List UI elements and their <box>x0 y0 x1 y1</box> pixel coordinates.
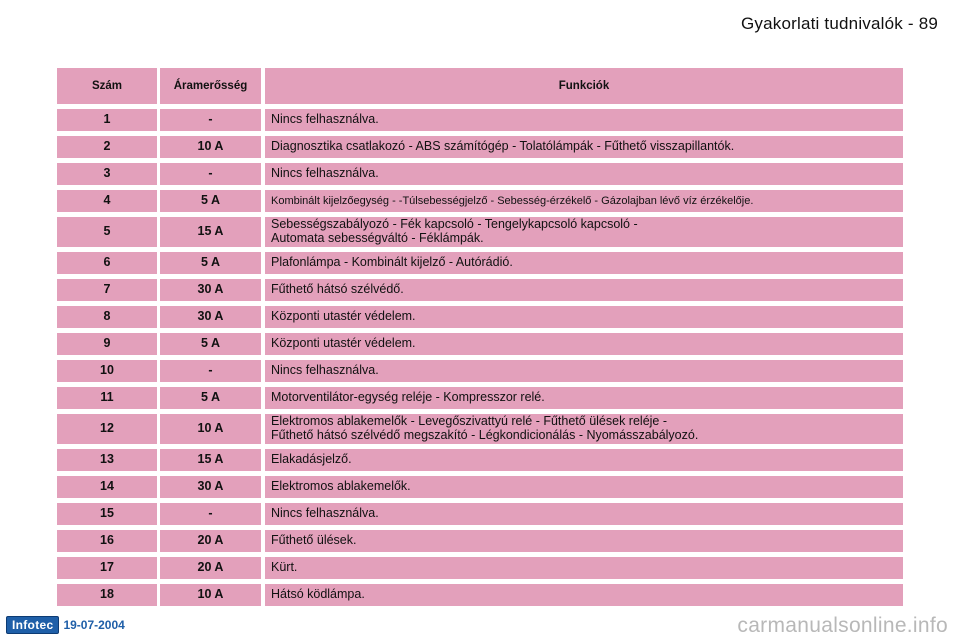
table-row <box>57 360 903 382</box>
fuse-amp: - <box>160 109 261 131</box>
watermark: carmanualsonline.info <box>737 614 948 637</box>
fuse-num: 13 <box>57 449 157 471</box>
fuse-amp: 10 A <box>160 136 261 158</box>
fuse-func: Diagnosztika csatlakozó - ABS számítógép - Tolatólámpák - Fűthető visszapillantók. <box>265 136 903 158</box>
fuse-amp: 10 A <box>160 584 261 606</box>
fuse-amp: 15 A <box>160 449 261 471</box>
fuse-num: 11 <box>57 387 157 409</box>
fuse-func: Fűthető hátsó szélvédő. <box>265 279 903 301</box>
fuse-func: Plafonlámpa - Kombinált kijelző - Autórádió. <box>265 252 903 274</box>
fuse-func: Kombinált kijelzőegység - -Túlsebességjelző - Sebesség-érzékelő - Gázolajban lévő víz érzékelője. <box>265 190 903 212</box>
fuse-func: Sebességszabályozó - Fék kapcsoló - Tengelykapcsoló kapcsoló - Automata sebességváltó - Féklámpák. <box>265 217 903 247</box>
fuse-num: 3 <box>57 163 157 185</box>
fuse-num: 7 <box>57 279 157 301</box>
table-row <box>57 449 903 471</box>
fuse-func: Hátsó ködlámpa. <box>265 584 903 606</box>
fuse-func: Nincs felhasználva. <box>265 163 903 185</box>
fuse-func: Motorventilátor-egység reléje - Kompresszor relé. <box>265 387 903 409</box>
fuse-num: 14 <box>57 476 157 498</box>
footer <box>6 616 125 634</box>
fuse-amp: 30 A <box>160 306 261 328</box>
fuse-num: 9 <box>57 333 157 355</box>
fuse-num: 15 <box>57 503 157 525</box>
table-row <box>57 109 903 131</box>
table-row <box>57 279 903 301</box>
header-amp: Áramerősség <box>160 68 261 104</box>
fuse-func: Fűthető ülések. <box>265 530 903 552</box>
table-row <box>57 217 903 247</box>
fuse-amp: 5 A <box>160 387 261 409</box>
table-row <box>57 530 903 552</box>
fuse-func: Nincs felhasználva. <box>265 360 903 382</box>
page-header: Gyakorlati tudnivalók - 89 <box>740 14 938 33</box>
table-row <box>57 503 903 525</box>
fuse-num: 16 <box>57 530 157 552</box>
infotec-logo: Infotec <box>6 616 59 634</box>
fuse-func: Központi utastér védelem. <box>265 333 903 355</box>
fuse-table <box>57 68 903 611</box>
fuse-amp: 15 A <box>160 217 261 247</box>
fuse-num: 8 <box>57 306 157 328</box>
fuse-amp: - <box>160 163 261 185</box>
fuse-amp: 30 A <box>160 476 261 498</box>
table-row <box>57 333 903 355</box>
table-row <box>57 136 903 158</box>
fuse-func: Elektromos ablakemelők. <box>265 476 903 498</box>
fuse-amp: 5 A <box>160 190 261 212</box>
table-row <box>57 190 903 212</box>
fuse-amp: 30 A <box>160 279 261 301</box>
fuse-amp: 20 A <box>160 530 261 552</box>
table-row <box>57 584 903 606</box>
table-row <box>57 387 903 409</box>
fuse-func: Elakadásjelző. <box>265 449 903 471</box>
fuse-func: Központi utastér védelem. <box>265 306 903 328</box>
table-row <box>57 252 903 274</box>
fuse-func: Nincs felhasználva. <box>265 503 903 525</box>
table-row <box>57 476 903 498</box>
fuse-num: 6 <box>57 252 157 274</box>
fuse-num: 12 <box>57 414 157 444</box>
fuse-amp: 10 A <box>160 414 261 444</box>
fuse-num: 4 <box>57 190 157 212</box>
fuse-amp: - <box>160 503 261 525</box>
fuse-num: 1 <box>57 109 157 131</box>
table-row <box>57 557 903 579</box>
header-num: Szám <box>57 68 157 104</box>
fuse-num: 2 <box>57 136 157 158</box>
fuse-amp: 5 A <box>160 333 261 355</box>
table-row <box>57 163 903 185</box>
fuse-num: 10 <box>57 360 157 382</box>
fuse-amp: 5 A <box>160 252 261 274</box>
table-row <box>57 306 903 328</box>
table-row <box>57 414 903 444</box>
footer-date: 19-07-2004 <box>63 618 125 632</box>
header-func: Funkciók <box>265 68 903 104</box>
fuse-func: Nincs felhasználva. <box>265 109 903 131</box>
fuse-func: Elektromos ablakemelők - Levegőszivattyú relé - Fűthető ülések reléje - Fűthető hátsó szélvédő megszakító - Légkondicionálás - Nyomásszabályozó. <box>265 414 903 444</box>
fuse-func: Kürt. <box>265 557 903 579</box>
fuse-num: 5 <box>57 217 157 247</box>
fuse-num: 18 <box>57 584 157 606</box>
fuse-amp: - <box>160 360 261 382</box>
fuse-amp: 20 A <box>160 557 261 579</box>
fuse-num: 17 <box>57 557 157 579</box>
table-header-row <box>57 68 903 104</box>
